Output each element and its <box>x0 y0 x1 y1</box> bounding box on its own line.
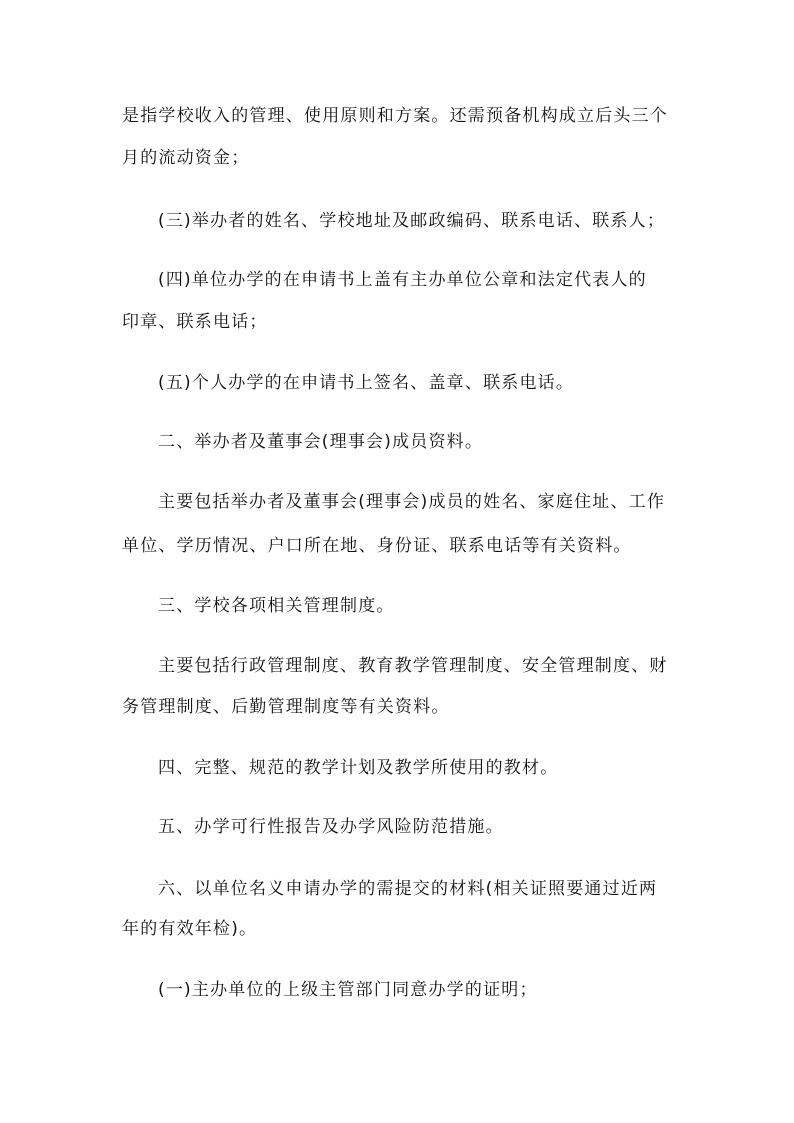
paragraph-line: (一)主办单位的上级主管部门同意办学的证明； <box>158 980 538 1000</box>
paragraph-line: 主要包括行政管理制度、教育教学管理制度、安全管理制度、财 <box>158 656 668 676</box>
paragraph-line: 六、以单位名义申请办学的需提交的材料(相关证照要通过近两 <box>158 879 658 899</box>
paragraph-line: 主要包括举办者及董事会(理事会)成员的姓名、家庭住址、工作 <box>158 492 666 512</box>
paragraph-line: (三)举办者的姓名、学校地址及邮政编码、联系电话、联系人； <box>158 211 666 231</box>
paragraph-line: 务管理制度、后勤管理制度等有关资料。 <box>122 697 450 717</box>
paragraph-line: 印章、联系电话； <box>122 312 268 332</box>
paragraph-line: 二、举办者及董事会(理事会)成员资料。 <box>158 432 484 452</box>
paragraph-line: 五、办学可行性报告及办学风险防范措施。 <box>158 817 504 837</box>
paragraph-line: (五)个人办学的在申请书上签名、盖章、联系电话。 <box>158 373 575 393</box>
paragraph-line: 单位、学历情况、户口所在地、身份证、联系电话等有关资料。 <box>122 536 632 556</box>
paragraph-line: 是指学校收入的管理、使用原则和方案。还需预备机构成立后头三个 <box>122 106 668 126</box>
paragraph-line: 年的有效年检)。 <box>122 919 258 939</box>
paragraph-line: (四)单位办学的在申请书上盖有主办单位公章和法定代表人的 <box>158 270 647 290</box>
paragraph-line: 月的流动资金； <box>122 148 250 168</box>
paragraph-line: 四、完整、规范的教学计划及教学所使用的教材。 <box>158 758 559 778</box>
paragraph-line: 三、学校各项相关管理制度。 <box>158 596 395 616</box>
